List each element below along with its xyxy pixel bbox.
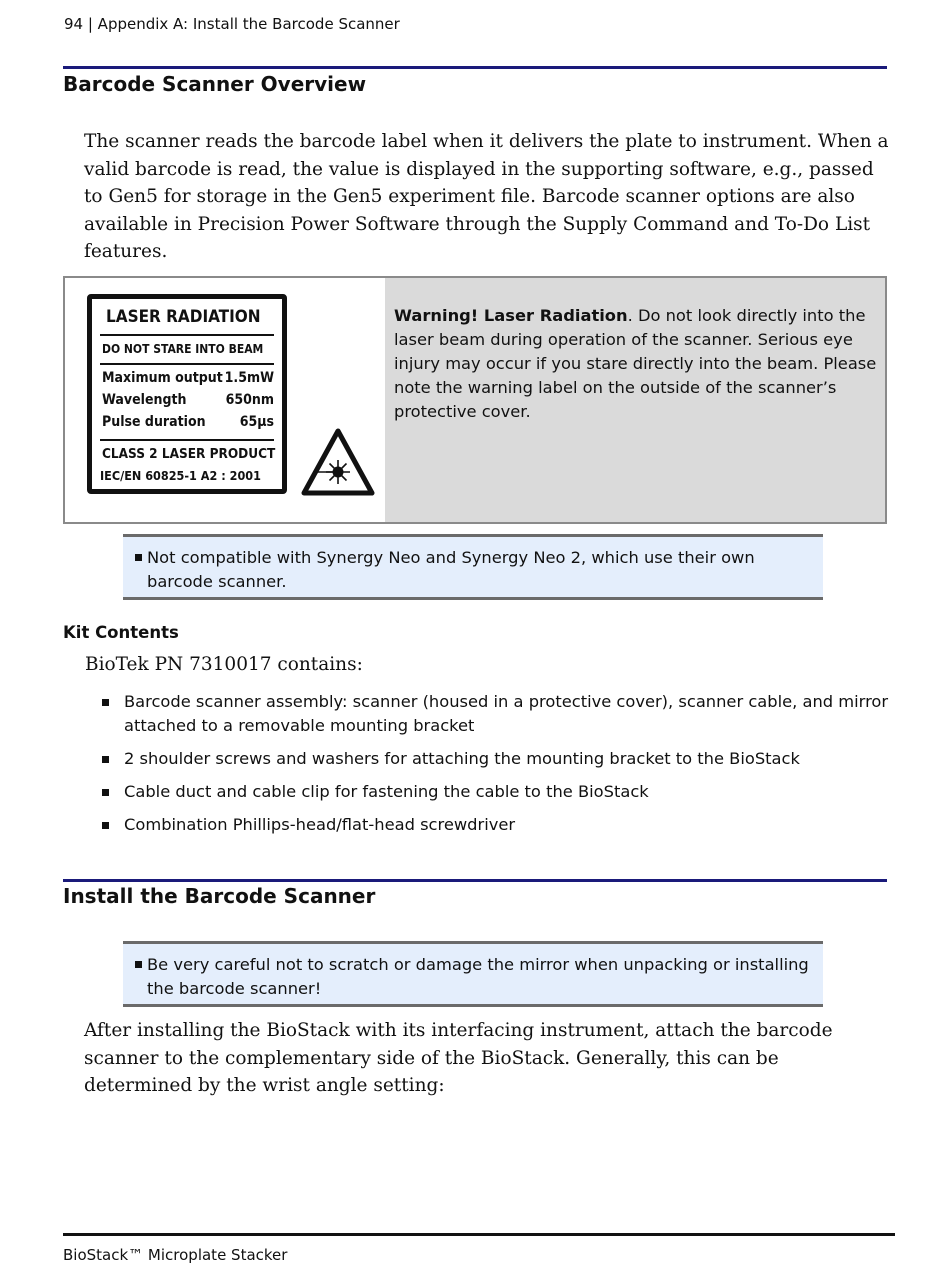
list-item — [100, 813, 890, 837]
warning-text — [394, 304, 884, 424]
list-item — [100, 780, 890, 804]
kit-contents-intro: BioTek PN 7310017 contains: — [85, 654, 363, 675]
kit-contents-list — [100, 690, 890, 846]
caution-note — [123, 941, 823, 1007]
compatibility-note-body: Not compatible with Synergy Neo and Synergy Neo 2, which use their own barcode scanner. — [147, 548, 755, 591]
label-subtitle: DO NOT STARE INTO BEAM — [102, 342, 264, 356]
label-title: LASER RADIATION — [106, 307, 261, 327]
overview-paragraph: The scanner reads the barcode label when it delivers the plate to instrument. When a valid barcode is read, the value is displayed in the supporting software, e.g., passed to Gen5 for storage in the Gen5 experiment file. Barcode scanner options are also available in Precision Power Software through the Supply Command and To-Do List features. — [84, 131, 889, 262]
section-rule — [63, 879, 887, 882]
label-class: CLASS 2 LASER PRODUCT — [102, 446, 276, 462]
list-item-text: Barcode scanner assembly: scanner (housed in a protective cover), scanner cable, and mirror attached to a removable mounting bracket — [124, 692, 889, 735]
label-standard: IEC/EN 60825-1 A2 : 2001 — [100, 468, 261, 483]
bullet-icon — [102, 756, 109, 763]
kit-contents-heading: Kit Contents — [63, 623, 179, 642]
list-item-text: Cable duct and cable clip for fastening the cable to the BioStack — [124, 782, 649, 801]
section-rule — [63, 66, 887, 69]
label-row-value: 65µs — [239, 414, 274, 430]
bullet-icon — [135, 961, 142, 968]
compatibility-note — [123, 534, 823, 600]
label-row-pulse — [102, 414, 274, 430]
bullet-icon — [135, 554, 142, 561]
label-divider — [100, 334, 274, 336]
section-title-overview: Barcode Scanner Overview — [63, 72, 367, 96]
warning-text-cell — [385, 278, 885, 522]
footer-rule — [63, 1233, 895, 1236]
install-paragraph: After installing the BioStack with its interfacing instrument, attach the barcode scanner to the complementary side of the BioStack. Generally, this can be determined by the wrist angle setting: — [84, 1020, 833, 1096]
label-row-output — [102, 370, 274, 386]
label-divider — [100, 439, 274, 441]
label-row-name: Maximum output — [102, 370, 223, 386]
label-row-value: 650nm — [225, 392, 274, 408]
list-item-text: Combination Phillips-head/flat-head screwdriver — [124, 815, 516, 834]
label-row-wavelength — [102, 392, 274, 408]
running-header: 94 | Appendix A: Install the Barcode Scanner — [64, 15, 400, 33]
section-title-install: Install the Barcode Scanner — [63, 884, 376, 908]
warning-body: . Do not look directly into the laser beam during operation of the scanner. Serious eye injury may occur if you stare directly into the beam. Please note the warning label on the outside of the scanner’s protective cover. — [394, 306, 877, 421]
laser-warning-box — [63, 276, 887, 524]
caution-note-body: Be very careful not to scratch or damage the mirror when unpacking or installing the barcode scanner! — [147, 955, 809, 998]
list-item-text: 2 shoulder screws and washers for attaching the mounting bracket to the BioStack — [124, 749, 800, 768]
list-item — [100, 747, 890, 771]
laser-warning-graphic — [65, 278, 385, 522]
warning-title: Warning! Laser Radiation — [394, 306, 628, 325]
label-row-name: Pulse duration — [102, 414, 206, 430]
label-row-value: 1.5mW — [224, 370, 274, 386]
bullet-icon — [102, 699, 109, 706]
laser-hazard-icon — [301, 428, 375, 496]
caution-note-text — [135, 953, 817, 1001]
bullet-icon — [102, 822, 109, 829]
footer-text: BioStack™ Microplate Stacker — [63, 1246, 288, 1264]
label-row-name: Wavelength — [102, 392, 187, 408]
laser-radiation-label — [87, 294, 287, 494]
label-divider — [100, 363, 274, 365]
compatibility-note-text — [135, 546, 817, 594]
bullet-icon — [102, 789, 109, 796]
list-item — [100, 690, 890, 738]
